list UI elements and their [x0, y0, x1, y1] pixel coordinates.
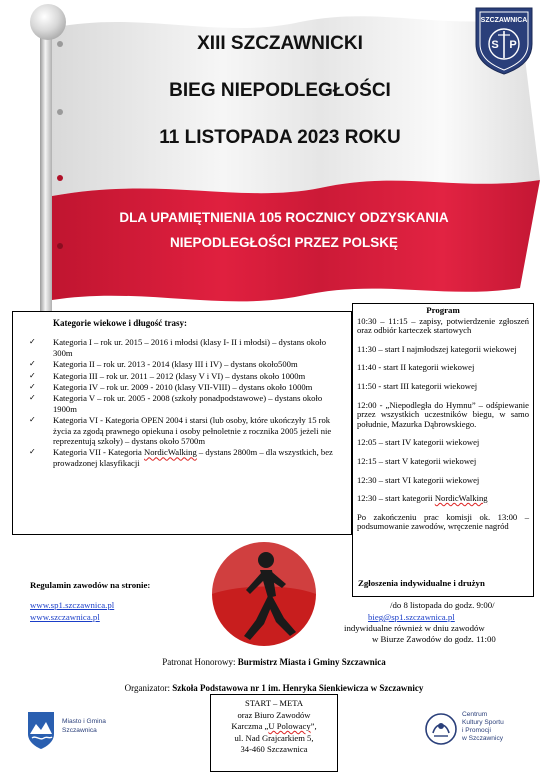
- start-info-box: [210, 694, 338, 772]
- program-item: Po zakończeniu prac komisji ok. 13:00 – podsumowanie zawodów, wręczenie nagród: [357, 511, 529, 532]
- program-item: 12:05 – start IV kategorii wiekowej: [357, 437, 480, 448]
- program-nordic-mark: NordicWalking: [434, 493, 488, 504]
- program-item: 11:50 - start III kategorii wiekowej: [357, 380, 478, 391]
- category-7-prefix: Kategoria VII - Kategoria: [53, 447, 144, 458]
- culture-center-logo: [424, 710, 532, 752]
- category-7-suffix: – dystans 2800m – dla wszystkich, bez prowadzonej klasyfikacji: [53, 447, 333, 468]
- program-item: 12:15 – start V kategorii wiekowej: [357, 455, 477, 466]
- categories-title: Kategorie wiekowe i długość trasy:: [53, 318, 187, 328]
- culture-logo-line-4: w Szczawnicy: [462, 735, 504, 742]
- category-item: [23, 447, 345, 468]
- program-item: 11:40 - start II kategorii wiekowej: [357, 362, 475, 373]
- registration-office: w Biurze Zawodów do godz. 11:00: [372, 634, 496, 644]
- patronat-label: Patronat Honorowy:: [162, 657, 238, 667]
- program-item: 12:00 - „Niepodległa do Hymnu” – odśpiewanie przez wszystkich uczestników biegu, w samo południe, Mazurka Dąbrowskiego.: [357, 399, 529, 429]
- rules-link-school[interactable]: www.sp1.szczawnica.pl: [30, 600, 115, 610]
- rules-link-city[interactable]: www.szczawnica.pl: [30, 612, 100, 622]
- categories-list: [23, 337, 345, 468]
- culture-logo-line-1: Centrum: [462, 711, 488, 718]
- start-line-5: 34-460 Szczawnica: [240, 744, 308, 755]
- program-item: 12:30 – start VI kategorii wiekowej: [357, 474, 480, 485]
- registration-email[interactable]: bieg@sp1.szczawnica.pl: [368, 612, 455, 622]
- registration-same-day: indywidualne również w dniu zawodów: [344, 623, 485, 633]
- program-item: 11:30 – start I najmłodszej kategorii wiekowej: [357, 343, 517, 354]
- city-logo-line-2: Szczawnica: [62, 727, 97, 734]
- program-nordic-prefix: 12:30 – start kategorii: [357, 493, 435, 504]
- program-item: [357, 494, 529, 504]
- city-logo: [26, 708, 136, 756]
- start-line-4: ul. Nad Grajcarkiem 5,: [234, 732, 314, 743]
- organizer-line: [0, 683, 548, 694]
- organizer-label: Organizator:: [124, 683, 173, 693]
- logo-letter-s: S: [491, 39, 499, 51]
- title-date: 11 LISTOPADA 2023 ROKU: [159, 127, 401, 148]
- logo-text: SZCZAWNICA: [480, 17, 528, 24]
- subtitle-line-2: NIEPODLEGŁOŚCI PRZEZ POLSKĘ: [169, 235, 399, 250]
- program-box: [352, 303, 534, 597]
- rules-label: Regulamin zawodów na stronie:: [30, 580, 151, 590]
- title-line-1: XIII SZCZAWNICKI: [197, 33, 363, 54]
- organizer-value: Szkoła Podstawowa nr 1 im. Henryka Sienkiewicza w Szczawnicy: [172, 683, 424, 693]
- program-item: 10:30 – 11:15 – zapisy, potwierdzenie zgłoszeń oraz odbiór karteczek startowych: [357, 315, 529, 336]
- start-line-1: START – META: [244, 698, 304, 708]
- culture-logo-line-3: i Promocji: [462, 727, 491, 734]
- logo-letter-p: P: [509, 39, 517, 51]
- city-crest-icon: [26, 710, 56, 750]
- start-line-3: [211, 721, 337, 733]
- patronat-value: Burmistrz Miasta i Gminy Szczawnica: [237, 657, 386, 667]
- culture-logo-line-2: Kultury Sportu: [462, 719, 504, 726]
- title-line-2: BIEG NIEPODLEGŁOŚCI: [169, 80, 391, 101]
- registration-deadline: /do 8 listopada do godz. 9:00/: [390, 600, 495, 610]
- category-item: ✓ Kategoria III – rok ur. 2011 – 2012 (klasy V i VI) – dystans około 1000m: [23, 371, 345, 381]
- start-venue-prefix: Karczma „: [231, 721, 269, 732]
- category-item: ✓ Kategoria IV – rok ur. 2009 - 2010 (klasy VII-VIII) – dystans około 1000m: [23, 382, 345, 392]
- ckspis-emblem-icon: [424, 712, 458, 746]
- registration-title: Zgłoszenia indywidualne i drużyn: [358, 578, 485, 588]
- city-logo-line-1: Miasto i Gmina: [62, 718, 106, 725]
- runner-icon: [210, 540, 318, 648]
- start-venue-suffix: ”,: [310, 721, 317, 732]
- start-venue-name: U Polowacy: [268, 721, 311, 732]
- category-item: ✓ Kategoria I – rok ur. 2015 – 2016 i młodsi (klasy I- II i młodsi) – dystans około 300m: [23, 337, 345, 358]
- start-line-2: oraz Biuro Zawodów: [237, 709, 311, 720]
- patronat-line: [0, 657, 548, 668]
- category-item: ✓ Kategoria V – rok ur. 2005 - 2008 (szkoły ponadpodstawowe) – dystans około 1900m: [23, 393, 345, 414]
- category-7-nordic: NordicWalking: [144, 447, 197, 458]
- categories-box: [12, 311, 352, 535]
- subtitle-line-1: DLA UPAMIĘTNIENIA 105 ROCZNICY ODZYSKANIA: [119, 210, 449, 225]
- category-item: ✓ Kategoria VI - Kategoria OPEN 2004 i starsi (lub osoby, które ukończyły 15 rok życia za zgodą prawnego opiekuna i osoby pełnoletnie z rocznika 2005 jeżeli nie reprezentują szkoły) – dystans około 5700m: [23, 415, 345, 446]
- school-emblem-icon: [472, 4, 536, 76]
- program-title: Program: [426, 305, 460, 315]
- category-item: ✓ Kategoria II – rok ur. 2013 - 2014 (klasy III i IV) – dystans około500m: [23, 359, 345, 369]
